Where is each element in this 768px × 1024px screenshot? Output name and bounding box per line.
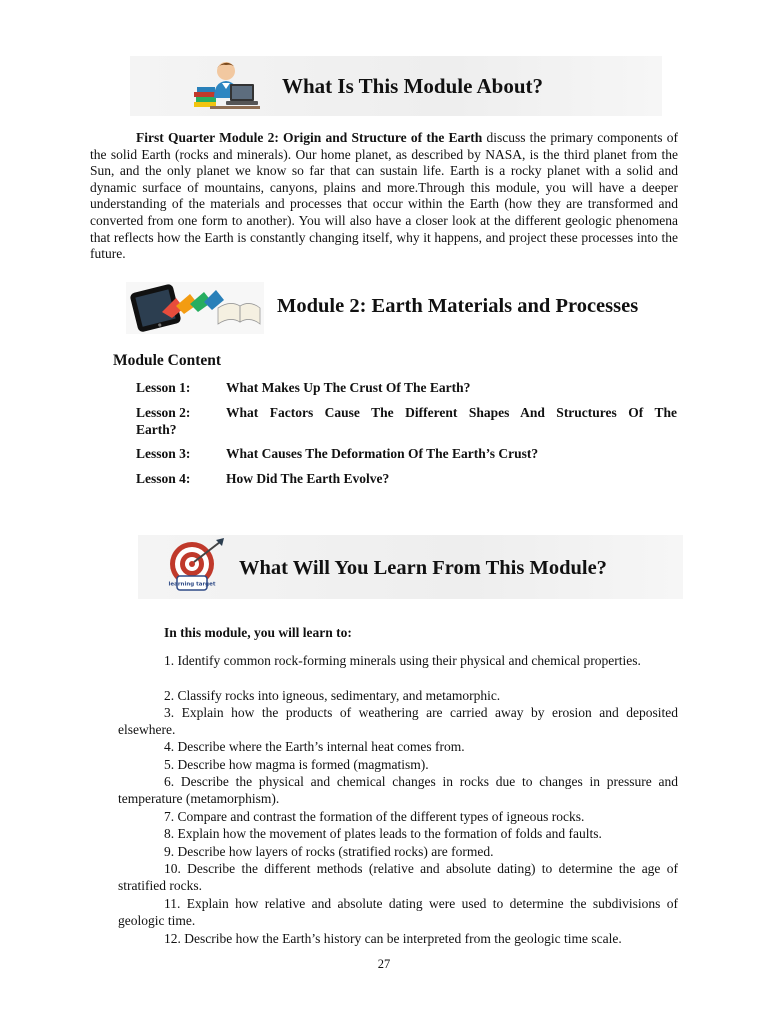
objective-item (118, 773, 678, 807)
lesson-title: What Causes The Deformation Of The Earth’s Crust? (226, 446, 539, 461)
module-description-text: discuss the primary components of the solid Earth (rocks and minerals). Our home planet, as described by NASA, is the third planet from the Sun, and the only planet we know so far that can sustain life. Earth is a rocky planet with a solid and dynamic surface of mountains, canyons, plains and more.Through this module, you will have a deeper understanding of the materials and processes that occur within the Earth (how they are transformed and converted from one form to another). You will also have a closer look at the different geologic phenomena that reflects how the Earth is constantly changing itself, why it happens, and project these processes into the future. (90, 130, 678, 262)
objective-text: 6. Describe the physical and chemical changes in rocks due to changes in pressure and temperature (metamorphism). (118, 774, 678, 806)
objective-item (118, 930, 678, 947)
lesson-number: Lesson 1: (136, 380, 191, 395)
objective-item (118, 652, 678, 669)
objective-item (118, 704, 678, 738)
objective-text: 7. Compare and contrast the formation of the different types of igneous rocks. (164, 809, 585, 824)
objective-item (118, 825, 678, 842)
objectives-lead: In this module, you will learn to: (164, 625, 352, 640)
module-description-bold-lead: First Quarter Module 2: Origin and Structure of the Earth (136, 130, 483, 145)
student-at-laptop-icon (192, 58, 262, 114)
learning-target-badge-text: learning target (168, 581, 216, 588)
lesson-number: Lesson 2: (136, 405, 191, 420)
objective-text: 9. Describe how layers of rocks (stratified rocks) are formed. (164, 844, 494, 859)
objective-text: 8. Explain how the movement of plates leads to the formation of folds and faults. (164, 826, 602, 841)
module-description (90, 130, 678, 263)
objective-text: 1. Identify common rock-forming minerals using their physical and chemical properties. (164, 653, 641, 668)
objective-text: 5. Describe how magma is formed (magmatism). (164, 757, 429, 772)
target-arrow-icon (164, 538, 230, 598)
objective-item (118, 860, 678, 894)
objective-text: 10. Describe the different methods (relative and absolute dating) to determine the age of stratified rocks. (118, 861, 678, 893)
objective-text: 12. Describe how the Earth’s history can be interpreted from the geologic time scale. (164, 931, 622, 946)
section-title-learn: What Will You Learn From This Module? (239, 557, 607, 579)
lesson-number: Lesson 4: (136, 471, 191, 486)
lesson-title: How Did The Earth Evolve? (226, 471, 390, 486)
objective-item (118, 687, 678, 704)
lesson-title-continued: Earth? (136, 422, 177, 437)
page-number: 27 (377, 957, 391, 971)
objective-item (118, 808, 678, 825)
section-title-about: What Is This Module About? (282, 74, 544, 98)
module-content-heading: Module Content (113, 352, 222, 369)
objective-text: 2. Classify rocks into igneous, sedimentary, and metamorphic. (164, 688, 501, 703)
objective-item (118, 738, 678, 755)
tablet-books-icon (126, 282, 264, 334)
objective-text: 11. Explain how relative and absolute dating were used to determine the subdivisions of geologic time. (118, 896, 678, 928)
lesson-title: What Factors Cause The Different Shapes And Structures Of The (226, 405, 677, 420)
objective-item (118, 895, 678, 929)
module-title: Module 2: Earth Materials and Processes (277, 295, 639, 317)
objective-item (118, 756, 678, 773)
objective-text: 4. Describe where the Earth’s internal heat comes from. (164, 739, 465, 754)
objective-item (118, 843, 678, 860)
lesson-number: Lesson 3: (136, 446, 191, 461)
lesson-title: What Makes Up The Crust Of The Earth? (226, 380, 471, 395)
objective-text: 3. Explain how the products of weathering are carried away by erosion and deposited elsewhere. (118, 705, 678, 737)
